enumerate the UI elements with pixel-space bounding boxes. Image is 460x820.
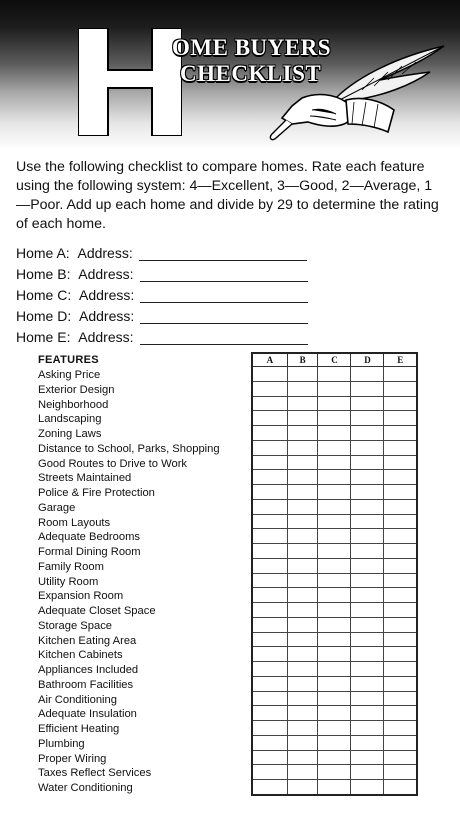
rating-cell-d[interactable] — [351, 721, 384, 736]
rating-row — [252, 426, 417, 441]
rating-cell-e[interactable] — [384, 706, 417, 721]
rating-cell-b[interactable] — [287, 780, 318, 795]
feature-label: Garage — [38, 501, 76, 514]
rating-cell-e[interactable] — [384, 470, 417, 485]
rating-cell-c[interactable] — [318, 544, 351, 559]
rating-cell-a[interactable] — [252, 411, 287, 426]
rating-row — [252, 676, 417, 691]
rating-cell-a[interactable] — [252, 588, 287, 603]
rating-cell-c[interactable] — [318, 780, 351, 795]
feature-label: Adequate Closet Space — [38, 605, 156, 617]
rating-row — [252, 440, 417, 455]
rating-row — [252, 632, 417, 647]
rating-cell-b[interactable] — [287, 381, 318, 396]
rating-cell-e[interactable] — [384, 750, 417, 765]
rating-cell-c[interactable] — [318, 558, 351, 573]
rating-cell-b[interactable] — [287, 735, 318, 750]
rating-cell-a[interactable] — [252, 514, 287, 529]
rating-cell-b[interactable] — [287, 529, 318, 544]
feature-label: Room Layouts — [38, 516, 111, 529]
address-label: Address: — [77, 245, 133, 261]
rating-cell-b[interactable] — [287, 455, 318, 470]
rating-cell-e[interactable] — [384, 426, 417, 441]
rating-cell-e[interactable] — [384, 603, 417, 618]
address-row-e — [16, 324, 446, 345]
rating-cell-c[interactable] — [318, 632, 351, 647]
address-field-a[interactable] — [139, 246, 307, 261]
rating-cell-d[interactable] — [351, 381, 384, 396]
column-header-e: E — [384, 353, 417, 367]
rating-row — [252, 529, 417, 544]
title-line-1: OME BUYERS — [172, 35, 331, 60]
rating-cell-d[interactable] — [351, 706, 384, 721]
rating-cell-a[interactable] — [252, 603, 287, 618]
rating-cell-b[interactable] — [287, 676, 318, 691]
feature-label: Appliances Included — [38, 664, 139, 676]
rating-cell-a[interactable] — [252, 780, 287, 795]
feature-label: Neighborhood — [38, 398, 109, 411]
feature-label: Police & Fire Protection — [38, 487, 155, 499]
rating-row — [252, 381, 417, 396]
rating-row — [252, 617, 417, 632]
rating-cell-d[interactable] — [351, 603, 384, 618]
rating-cell-b[interactable] — [287, 588, 318, 603]
rating-cell-b[interactable] — [287, 544, 318, 559]
rating-cell-c[interactable] — [318, 455, 351, 470]
rating-cell-e[interactable] — [384, 381, 417, 396]
rating-cell-b[interactable] — [287, 691, 318, 706]
rating-cell-d[interactable] — [351, 514, 384, 529]
feature-label: Air Conditioning — [38, 693, 117, 706]
rating-row — [252, 470, 417, 485]
rating-cell-d[interactable] — [351, 558, 384, 573]
rating-cell-b[interactable] — [287, 558, 318, 573]
feature-label: Adequate Insulation — [38, 708, 137, 721]
rating-cell-a[interactable] — [252, 735, 287, 750]
rating-cell-e[interactable] — [384, 440, 417, 455]
rating-cell-e[interactable] — [384, 662, 417, 677]
column-header-a: A — [252, 353, 287, 367]
rating-row — [252, 750, 417, 765]
rating-row — [252, 588, 417, 603]
rating-cell-c[interactable] — [318, 396, 351, 411]
rating-cell-d[interactable] — [351, 529, 384, 544]
rating-cell-a[interactable] — [252, 662, 287, 677]
rating-cell-b[interactable] — [287, 750, 318, 765]
rating-cell-c[interactable] — [318, 367, 351, 382]
rating-cell-b[interactable] — [287, 426, 318, 441]
address-label: Address: — [78, 329, 134, 345]
features-heading: FEATURES — [38, 354, 99, 366]
rating-cell-c[interactable] — [318, 440, 351, 455]
rating-row — [252, 499, 417, 514]
header-banner — [0, 0, 460, 150]
address-label: Address: — [79, 287, 135, 303]
rating-row — [252, 706, 417, 721]
address-field-d[interactable] — [140, 309, 308, 324]
rating-cell-a[interactable] — [252, 381, 287, 396]
hand-quill-icon — [262, 40, 452, 145]
rating-cell-a[interactable] — [252, 426, 287, 441]
rating-cell-e[interactable] — [384, 588, 417, 603]
address-label: Address: — [79, 308, 135, 324]
feature-label: Distance to School, Parks, Shopping — [38, 442, 220, 455]
rating-cell-d[interactable] — [351, 676, 384, 691]
rating-cell-c[interactable] — [318, 662, 351, 677]
column-header-b: B — [287, 353, 318, 367]
rating-row — [252, 735, 417, 750]
rating-cell-a[interactable] — [252, 470, 287, 485]
rating-row — [252, 411, 417, 426]
rating-cell-d[interactable] — [351, 411, 384, 426]
rating-cell-b[interactable] — [287, 573, 318, 588]
rating-cell-b[interactable] — [287, 396, 318, 411]
rating-cell-d[interactable] — [351, 440, 384, 455]
rating-cell-d[interactable] — [351, 735, 384, 750]
rating-cell-a[interactable] — [252, 765, 287, 780]
feature-label: Proper Wiring — [38, 752, 107, 765]
address-row-a — [16, 240, 446, 261]
rating-cell-c[interactable] — [318, 529, 351, 544]
rating-cell-c[interactable] — [318, 573, 351, 588]
address-field-c[interactable] — [140, 288, 308, 303]
rating-row — [252, 603, 417, 618]
rating-cell-a[interactable] — [252, 544, 287, 559]
rating-cell-e[interactable] — [384, 529, 417, 544]
rating-cell-e[interactable] — [384, 396, 417, 411]
rating-cell-d[interactable] — [351, 588, 384, 603]
address-row-d — [16, 303, 446, 324]
feature-label: Streets Maintained — [38, 472, 132, 485]
column-header-c: C — [318, 353, 351, 367]
home-label: Home E: — [16, 329, 71, 345]
home-label: Home A: — [16, 245, 70, 261]
rating-cell-e[interactable] — [384, 632, 417, 647]
rating-cell-a[interactable] — [252, 455, 287, 470]
feature-label: Good Routes to Drive to Work — [38, 457, 188, 470]
rating-cell-b[interactable] — [287, 662, 318, 677]
feature-label: Exterior Design — [38, 383, 115, 396]
rating-row — [252, 721, 417, 736]
rating-cell-a[interactable] — [252, 558, 287, 573]
feature-label: Asking Price — [38, 369, 101, 381]
rating-cell-d[interactable] — [351, 396, 384, 411]
rating-cell-d[interactable] — [351, 617, 384, 632]
rating-cell-c[interactable] — [318, 588, 351, 603]
rating-cell-c[interactable] — [318, 603, 351, 618]
rating-cell-c[interactable] — [318, 470, 351, 485]
feature-label: Zoning Laws — [38, 428, 102, 440]
rating-cell-c[interactable] — [318, 381, 351, 396]
rating-cell-d[interactable] — [351, 632, 384, 647]
rating-cell-c[interactable] — [318, 514, 351, 529]
rating-row — [252, 647, 417, 662]
rating-cell-a[interactable] — [252, 676, 287, 691]
address-label: Address: — [78, 266, 134, 282]
address-field-b[interactable] — [140, 267, 308, 282]
rating-cell-b[interactable] — [287, 367, 318, 382]
rating-cell-e[interactable] — [384, 573, 417, 588]
home-label: Home B: — [16, 266, 71, 282]
rating-cell-c[interactable] — [318, 617, 351, 632]
rating-row — [252, 485, 417, 500]
rating-row — [252, 765, 417, 780]
rating-cell-e[interactable] — [384, 780, 417, 795]
rating-cell-c[interactable] — [318, 499, 351, 514]
feature-label: Formal Dining Room — [38, 546, 141, 558]
instructions-text: Use the following checklist to compare homes. Rate each feature using the following system: 4—Excellent, 3—Good, 2—Average, 1—Poor. Add up each home and divide by 29 to determine the rating of each home. — [16, 159, 439, 232]
feature-label: Landscaping — [38, 413, 102, 426]
rating-cell-a[interactable] — [252, 573, 287, 588]
rating-cell-d[interactable] — [351, 455, 384, 470]
rating-cell-b[interactable] — [287, 440, 318, 455]
rating-cell-d[interactable] — [351, 691, 384, 706]
rating-grid — [251, 352, 418, 796]
rating-cell-a[interactable] — [252, 440, 287, 455]
rating-row — [252, 514, 417, 529]
rating-row — [252, 544, 417, 559]
rating-cell-c[interactable] — [318, 765, 351, 780]
rating-cell-d[interactable] — [351, 485, 384, 500]
rating-cell-c[interactable] — [318, 691, 351, 706]
rating-row — [252, 367, 417, 382]
rating-cell-a[interactable] — [252, 721, 287, 736]
rating-cell-a[interactable] — [252, 396, 287, 411]
rating-row — [252, 558, 417, 573]
feature-label: Kitchen Cabinets — [38, 649, 123, 662]
rating-cell-b[interactable] — [287, 617, 318, 632]
rating-cell-c[interactable] — [318, 735, 351, 750]
rating-cell-b[interactable] — [287, 470, 318, 485]
feature-label: Kitchen Eating Area — [38, 634, 137, 647]
rating-cell-e[interactable] — [384, 735, 417, 750]
rating-cell-c[interactable] — [318, 411, 351, 426]
rating-cell-e[interactable] — [384, 485, 417, 500]
rating-cell-b[interactable] — [287, 514, 318, 529]
rating-cell-b[interactable] — [287, 647, 318, 662]
rating-cell-d[interactable] — [351, 765, 384, 780]
rating-cell-b[interactable] — [287, 706, 318, 721]
feature-label: Efficient Heating — [38, 723, 120, 735]
rating-cell-d[interactable] — [351, 780, 384, 795]
big-h-letter — [78, 28, 182, 136]
column-header-d: D — [351, 353, 384, 367]
rating-row — [252, 780, 417, 795]
rating-row — [252, 573, 417, 588]
rating-cell-c[interactable] — [318, 721, 351, 736]
home-label: Home D: — [16, 308, 72, 324]
rating-cell-d[interactable] — [351, 544, 384, 559]
feature-label: Utility Room — [38, 575, 99, 588]
address-field-e[interactable] — [140, 330, 308, 345]
title-line-2: CHECKLIST — [180, 61, 322, 86]
feature-label: Plumbing — [38, 737, 85, 750]
rating-cell-c[interactable] — [318, 485, 351, 500]
rating-cell-d[interactable] — [351, 367, 384, 382]
grid-header-row — [252, 353, 417, 367]
feature-label: Taxes Reflect Services — [38, 767, 152, 780]
rating-cell-b[interactable] — [287, 765, 318, 780]
feature-label: Expansion Room — [38, 590, 124, 603]
feature-label: Family Room — [38, 560, 104, 573]
rating-cell-e[interactable] — [384, 455, 417, 470]
address-list — [16, 240, 446, 345]
rating-cell-a[interactable] — [252, 529, 287, 544]
rating-row — [252, 455, 417, 470]
rating-cell-b[interactable] — [287, 603, 318, 618]
rating-cell-e[interactable] — [384, 765, 417, 780]
feature-label: Adequate Bedrooms — [38, 531, 140, 544]
address-row-c — [16, 282, 446, 303]
rating-cell-e[interactable] — [384, 721, 417, 736]
rating-row — [252, 396, 417, 411]
rating-cell-e[interactable] — [384, 367, 417, 382]
rating-cell-d[interactable] — [351, 750, 384, 765]
rating-cell-c[interactable] — [318, 750, 351, 765]
feature-label: Bathroom Facilities — [38, 678, 134, 691]
rating-cell-b[interactable] — [287, 411, 318, 426]
rating-cell-a[interactable] — [252, 706, 287, 721]
rating-cell-d[interactable] — [351, 647, 384, 662]
rating-cell-e[interactable] — [384, 411, 417, 426]
rating-cell-b[interactable] — [287, 721, 318, 736]
rating-cell-a[interactable] — [252, 499, 287, 514]
rating-cell-e[interactable] — [384, 617, 417, 632]
rating-cell-c[interactable] — [318, 676, 351, 691]
rating-cell-a[interactable] — [252, 691, 287, 706]
rating-cell-e[interactable] — [384, 514, 417, 529]
rating-cell-a[interactable] — [252, 750, 287, 765]
rating-cell-b[interactable] — [287, 632, 318, 647]
features-list — [38, 353, 253, 796]
rating-cell-e[interactable] — [384, 558, 417, 573]
rating-cell-c[interactable] — [318, 426, 351, 441]
rating-cell-e[interactable] — [384, 676, 417, 691]
rating-row — [252, 691, 417, 706]
rating-cell-d[interactable] — [351, 662, 384, 677]
rating-cell-e[interactable] — [384, 691, 417, 706]
rating-cell-e[interactable] — [384, 647, 417, 662]
home-label: Home C: — [16, 287, 72, 303]
rating-cell-d[interactable] — [351, 426, 384, 441]
rating-row — [252, 662, 417, 677]
feature-label: Water Conditioning — [38, 782, 133, 794]
feature-label: Storage Space — [38, 619, 113, 632]
rating-cell-c[interactable] — [318, 706, 351, 721]
rating-cell-e[interactable] — [384, 544, 417, 559]
rating-cell-d[interactable] — [351, 470, 384, 485]
rating-cell-d[interactable] — [351, 499, 384, 514]
rating-cell-a[interactable] — [252, 617, 287, 632]
rating-cell-a[interactable] — [252, 647, 287, 662]
rating-cell-c[interactable] — [318, 647, 351, 662]
rating-cell-b[interactable] — [287, 499, 318, 514]
rating-cell-b[interactable] — [287, 485, 318, 500]
rating-cell-a[interactable] — [252, 367, 287, 382]
rating-cell-e[interactable] — [384, 499, 417, 514]
rating-cell-d[interactable] — [351, 573, 384, 588]
rating-cell-a[interactable] — [252, 632, 287, 647]
address-row-b — [16, 261, 446, 282]
rating-cell-a[interactable] — [252, 485, 287, 500]
